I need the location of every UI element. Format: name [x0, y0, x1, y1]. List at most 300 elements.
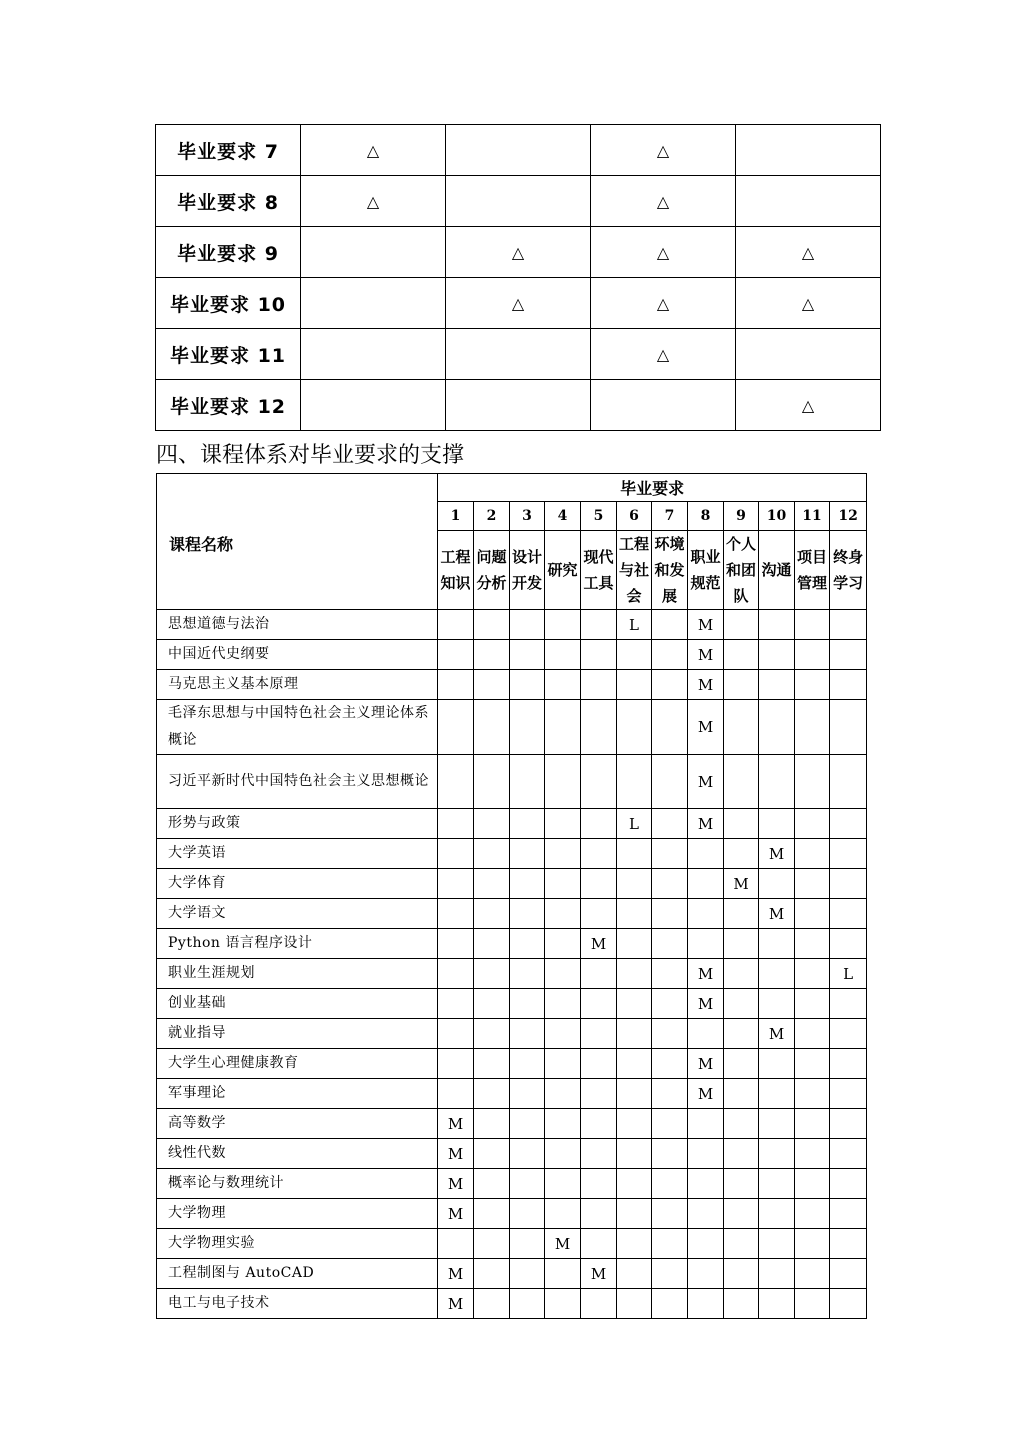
support-level — [581, 1229, 617, 1259]
support-level: M — [688, 610, 724, 640]
support-level — [688, 1109, 724, 1139]
support-level — [795, 959, 830, 989]
support-level — [652, 1079, 688, 1109]
course-row — [157, 839, 867, 869]
course-row — [157, 1139, 867, 1169]
support-level — [474, 929, 510, 959]
support-level — [617, 1019, 652, 1049]
course-name: 马克思主义基本原理 — [157, 670, 438, 700]
support-level — [474, 1199, 510, 1229]
support-level — [724, 959, 759, 989]
support-level — [545, 1169, 581, 1199]
support-level — [581, 1079, 617, 1109]
requirement-number: 8 — [688, 502, 724, 531]
support-level: M — [688, 755, 724, 809]
support-level — [830, 839, 867, 869]
support-level — [724, 640, 759, 670]
support-level — [759, 1289, 795, 1319]
course-name: Python 语言程序设计 — [157, 929, 438, 959]
support-level — [724, 809, 759, 839]
support-level — [474, 989, 510, 1019]
support-level — [795, 1229, 830, 1259]
requirement-row — [156, 278, 881, 329]
requirement-name: 沟通 — [759, 531, 795, 610]
support-mark — [301, 329, 446, 380]
course-name: 概率论与数理统计 — [157, 1169, 438, 1199]
support-level — [724, 989, 759, 1019]
support-level — [724, 1199, 759, 1229]
course-name: 电工与电子技术 — [157, 1289, 438, 1319]
course-support-table — [156, 473, 867, 1319]
support-level — [510, 755, 545, 809]
course-row — [157, 755, 867, 809]
course-name: 大学物理 — [157, 1199, 438, 1229]
support-level — [438, 670, 474, 700]
support-mark — [446, 125, 591, 176]
support-mark — [591, 380, 736, 431]
support-level — [617, 989, 652, 1019]
course-name: 毛泽东思想与中国特色社会主义理论体系概论 — [157, 700, 438, 755]
support-level: M — [545, 1229, 581, 1259]
support-level — [474, 640, 510, 670]
support-level — [830, 700, 867, 755]
support-level — [724, 1019, 759, 1049]
support-level: M — [688, 1049, 724, 1079]
support-level — [688, 1259, 724, 1289]
support-level — [510, 1259, 545, 1289]
support-level — [474, 959, 510, 989]
course-row — [157, 1019, 867, 1049]
requirement-name: 项目管理 — [795, 531, 830, 610]
support-level — [581, 1289, 617, 1319]
support-level — [652, 929, 688, 959]
support-level — [545, 700, 581, 755]
support-level — [795, 1109, 830, 1139]
support-level — [724, 1259, 759, 1289]
support-level — [759, 1049, 795, 1079]
support-level — [510, 989, 545, 1019]
support-mark — [301, 380, 446, 431]
support-level — [830, 1079, 867, 1109]
support-level: M — [688, 670, 724, 700]
requirement-name: 职业规范 — [688, 531, 724, 610]
course-row — [157, 1229, 867, 1259]
support-mark — [446, 176, 591, 227]
support-level — [510, 839, 545, 869]
support-level: M — [438, 1199, 474, 1229]
course-name: 创业基础 — [157, 989, 438, 1019]
course-name: 中国近代史纲要 — [157, 640, 438, 670]
support-level: M — [724, 869, 759, 899]
support-level — [759, 929, 795, 959]
support-level — [724, 1139, 759, 1169]
support-level — [795, 1199, 830, 1229]
support-level: M — [688, 989, 724, 1019]
requirement-label: 毕业要求 10 — [156, 278, 301, 329]
support-level — [474, 700, 510, 755]
requirement-name: 个人和团队 — [724, 531, 759, 610]
support-level: M — [438, 1259, 474, 1289]
support-level — [545, 1109, 581, 1139]
support-level — [438, 640, 474, 670]
support-level — [438, 700, 474, 755]
course-name-header: 课程名称 — [157, 474, 438, 610]
course-row — [157, 989, 867, 1019]
support-level — [581, 1199, 617, 1229]
requirement-number: 6 — [617, 502, 652, 531]
support-level — [617, 1169, 652, 1199]
support-mark: △ — [446, 278, 591, 329]
course-row — [157, 1169, 867, 1199]
support-level — [830, 755, 867, 809]
requirement-name: 终身学习 — [830, 531, 867, 610]
support-level — [795, 899, 830, 929]
support-level — [438, 899, 474, 929]
support-level — [438, 1019, 474, 1049]
support-mark: △ — [591, 227, 736, 278]
support-level — [795, 755, 830, 809]
support-level — [474, 755, 510, 809]
support-level — [652, 640, 688, 670]
support-level — [474, 869, 510, 899]
support-level — [830, 929, 867, 959]
support-level — [759, 1139, 795, 1169]
support-level — [617, 1259, 652, 1289]
support-level — [759, 989, 795, 1019]
requirement-label: 毕业要求 11 — [156, 329, 301, 380]
support-level — [652, 809, 688, 839]
support-level — [474, 1139, 510, 1169]
support-level: M — [688, 640, 724, 670]
support-level — [510, 869, 545, 899]
support-level — [830, 1169, 867, 1199]
course-row — [157, 1259, 867, 1289]
support-level: M — [688, 959, 724, 989]
support-level — [474, 1049, 510, 1079]
support-mark: △ — [301, 176, 446, 227]
support-level — [724, 1289, 759, 1319]
support-mark: △ — [591, 329, 736, 380]
requirement-label: 毕业要求 12 — [156, 380, 301, 431]
support-level — [795, 869, 830, 899]
requirement-name: 现代工具 — [581, 531, 617, 610]
course-row — [157, 1289, 867, 1319]
support-level — [759, 959, 795, 989]
support-level — [438, 1049, 474, 1079]
support-level — [617, 1139, 652, 1169]
support-level — [688, 869, 724, 899]
requirement-name: 工程与社会 — [617, 531, 652, 610]
support-level — [652, 899, 688, 929]
support-level: L — [617, 610, 652, 640]
support-level — [724, 610, 759, 640]
requirement-row — [156, 176, 881, 227]
support-level — [545, 929, 581, 959]
support-level — [438, 809, 474, 839]
course-name: 大学英语 — [157, 839, 438, 869]
support-level — [581, 610, 617, 640]
support-level — [830, 1259, 867, 1289]
course-row — [157, 1079, 867, 1109]
support-level — [581, 1139, 617, 1169]
support-level — [617, 839, 652, 869]
course-name: 大学体育 — [157, 869, 438, 899]
support-level — [688, 839, 724, 869]
support-level — [617, 640, 652, 670]
course-row — [157, 1109, 867, 1139]
support-level — [510, 1049, 545, 1079]
support-level — [617, 1229, 652, 1259]
course-name: 大学物理实验 — [157, 1229, 438, 1259]
support-level — [759, 1109, 795, 1139]
support-level — [474, 1229, 510, 1259]
support-level — [830, 1139, 867, 1169]
support-level — [830, 610, 867, 640]
support-level — [652, 1109, 688, 1139]
support-level — [759, 755, 795, 809]
support-level — [724, 755, 759, 809]
support-level — [652, 700, 688, 755]
support-level — [545, 1079, 581, 1109]
support-level — [830, 1289, 867, 1319]
support-level — [510, 1229, 545, 1259]
support-level — [652, 670, 688, 700]
support-level — [759, 1079, 795, 1109]
requirement-number: 1 — [438, 502, 474, 531]
support-mark: △ — [301, 125, 446, 176]
course-row — [157, 899, 867, 929]
support-level — [688, 899, 724, 929]
support-level — [830, 1229, 867, 1259]
support-level — [438, 1229, 474, 1259]
support-level — [545, 809, 581, 839]
support-level — [724, 670, 759, 700]
support-level — [795, 1259, 830, 1289]
support-level — [438, 1079, 474, 1109]
support-level: M — [688, 809, 724, 839]
support-level — [474, 809, 510, 839]
support-level — [510, 1109, 545, 1139]
support-mark: △ — [446, 227, 591, 278]
support-level — [617, 1079, 652, 1109]
support-level — [652, 1139, 688, 1169]
support-level — [724, 1109, 759, 1139]
course-name: 军事理论 — [157, 1079, 438, 1109]
requirement-number: 10 — [759, 502, 795, 531]
requirement-number: 5 — [581, 502, 617, 531]
support-mark — [446, 329, 591, 380]
support-level — [581, 1109, 617, 1139]
support-mark — [301, 227, 446, 278]
support-level — [581, 640, 617, 670]
support-level — [581, 670, 617, 700]
course-row — [157, 670, 867, 700]
support-level — [724, 1169, 759, 1199]
support-level — [830, 809, 867, 839]
support-level — [724, 700, 759, 755]
support-level — [617, 670, 652, 700]
support-level — [438, 610, 474, 640]
support-mark: △ — [591, 176, 736, 227]
support-level — [652, 839, 688, 869]
support-level — [510, 809, 545, 839]
requirement-number: 9 — [724, 502, 759, 531]
support-level — [759, 610, 795, 640]
support-level — [581, 989, 617, 1019]
support-level — [510, 1199, 545, 1229]
support-level — [795, 670, 830, 700]
support-level — [510, 1019, 545, 1049]
requirement-name: 研究 — [545, 531, 581, 610]
support-level — [545, 959, 581, 989]
support-level — [474, 670, 510, 700]
support-level — [474, 1079, 510, 1109]
support-level — [724, 1049, 759, 1079]
course-name: 思想道德与法治 — [157, 610, 438, 640]
support-mark: △ — [591, 125, 736, 176]
requirement-number: 12 — [830, 502, 867, 531]
support-level — [581, 1169, 617, 1199]
support-level — [545, 640, 581, 670]
support-level — [510, 700, 545, 755]
support-mark — [446, 380, 591, 431]
course-name: 形势与政策 — [157, 809, 438, 839]
support-mark: △ — [591, 278, 736, 329]
support-level — [617, 959, 652, 989]
support-level — [830, 1109, 867, 1139]
support-level — [545, 1049, 581, 1079]
support-level — [545, 1019, 581, 1049]
requirement-matrix-table — [155, 124, 881, 431]
support-level — [545, 899, 581, 929]
requirement-number: 11 — [795, 502, 830, 531]
support-level — [688, 1169, 724, 1199]
support-level — [581, 809, 617, 839]
requirement-number: 3 — [510, 502, 545, 531]
support-mark — [736, 176, 881, 227]
support-level — [724, 1229, 759, 1259]
support-level: M — [438, 1289, 474, 1319]
support-level — [795, 1169, 830, 1199]
support-level: M — [581, 1259, 617, 1289]
support-level — [688, 1139, 724, 1169]
support-level — [438, 755, 474, 809]
support-level — [759, 640, 795, 670]
support-level — [474, 1169, 510, 1199]
support-level — [724, 1079, 759, 1109]
support-level — [617, 869, 652, 899]
support-level — [545, 755, 581, 809]
requirement-number: 7 — [652, 502, 688, 531]
support-level — [795, 1139, 830, 1169]
support-level — [795, 640, 830, 670]
support-level — [510, 959, 545, 989]
course-row — [157, 610, 867, 640]
support-mark — [301, 278, 446, 329]
course-name: 高等数学 — [157, 1109, 438, 1139]
support-level — [545, 869, 581, 899]
support-level — [724, 929, 759, 959]
graduation-requirements-header: 毕业要求 — [438, 474, 867, 502]
support-level — [830, 1199, 867, 1229]
support-level: M — [759, 839, 795, 869]
support-level — [795, 610, 830, 640]
support-level — [438, 989, 474, 1019]
support-level — [474, 1289, 510, 1319]
support-level — [474, 1019, 510, 1049]
support-level — [724, 899, 759, 929]
support-level — [652, 1049, 688, 1079]
support-level — [688, 929, 724, 959]
support-level — [759, 700, 795, 755]
support-level: M — [688, 1079, 724, 1109]
support-level — [795, 1289, 830, 1319]
support-level — [830, 899, 867, 929]
support-level — [688, 1019, 724, 1049]
course-name: 线性代数 — [157, 1139, 438, 1169]
support-mark — [736, 125, 881, 176]
support-level — [581, 839, 617, 869]
support-level — [652, 869, 688, 899]
support-level: M — [438, 1139, 474, 1169]
support-level — [545, 839, 581, 869]
support-mark: △ — [736, 380, 881, 431]
support-level — [438, 929, 474, 959]
section-title: 四、课程体系对毕业要求的支撑 — [156, 443, 465, 468]
requirement-label: 毕业要求 7 — [156, 125, 301, 176]
support-level — [688, 1229, 724, 1259]
requirement-name: 工程知识 — [438, 531, 474, 610]
support-level — [759, 1229, 795, 1259]
support-level — [510, 1139, 545, 1169]
support-level — [545, 989, 581, 1019]
course-row — [157, 869, 867, 899]
support-level — [759, 809, 795, 839]
support-level — [510, 929, 545, 959]
support-level — [795, 809, 830, 839]
support-level — [652, 989, 688, 1019]
requirement-name: 环境和发展 — [652, 531, 688, 610]
support-level — [617, 1199, 652, 1229]
support-level — [545, 610, 581, 640]
support-level — [652, 755, 688, 809]
support-level — [510, 610, 545, 640]
support-level — [830, 1019, 867, 1049]
support-level — [510, 640, 545, 670]
course-row — [157, 959, 867, 989]
support-mark: △ — [736, 227, 881, 278]
requirement-row — [156, 380, 881, 431]
course-row — [157, 929, 867, 959]
support-level — [474, 1109, 510, 1139]
course-name: 就业指导 — [157, 1019, 438, 1049]
course-name: 大学语文 — [157, 899, 438, 929]
support-level: M — [759, 1019, 795, 1049]
support-mark — [736, 329, 881, 380]
support-level — [581, 755, 617, 809]
support-level — [581, 899, 617, 929]
support-level — [795, 989, 830, 1019]
support-level — [581, 700, 617, 755]
support-level — [759, 869, 795, 899]
support-level — [545, 1139, 581, 1169]
course-row — [157, 809, 867, 839]
support-level — [474, 839, 510, 869]
support-level — [688, 1199, 724, 1229]
support-level — [652, 1229, 688, 1259]
support-level — [830, 989, 867, 1019]
support-level — [581, 1019, 617, 1049]
